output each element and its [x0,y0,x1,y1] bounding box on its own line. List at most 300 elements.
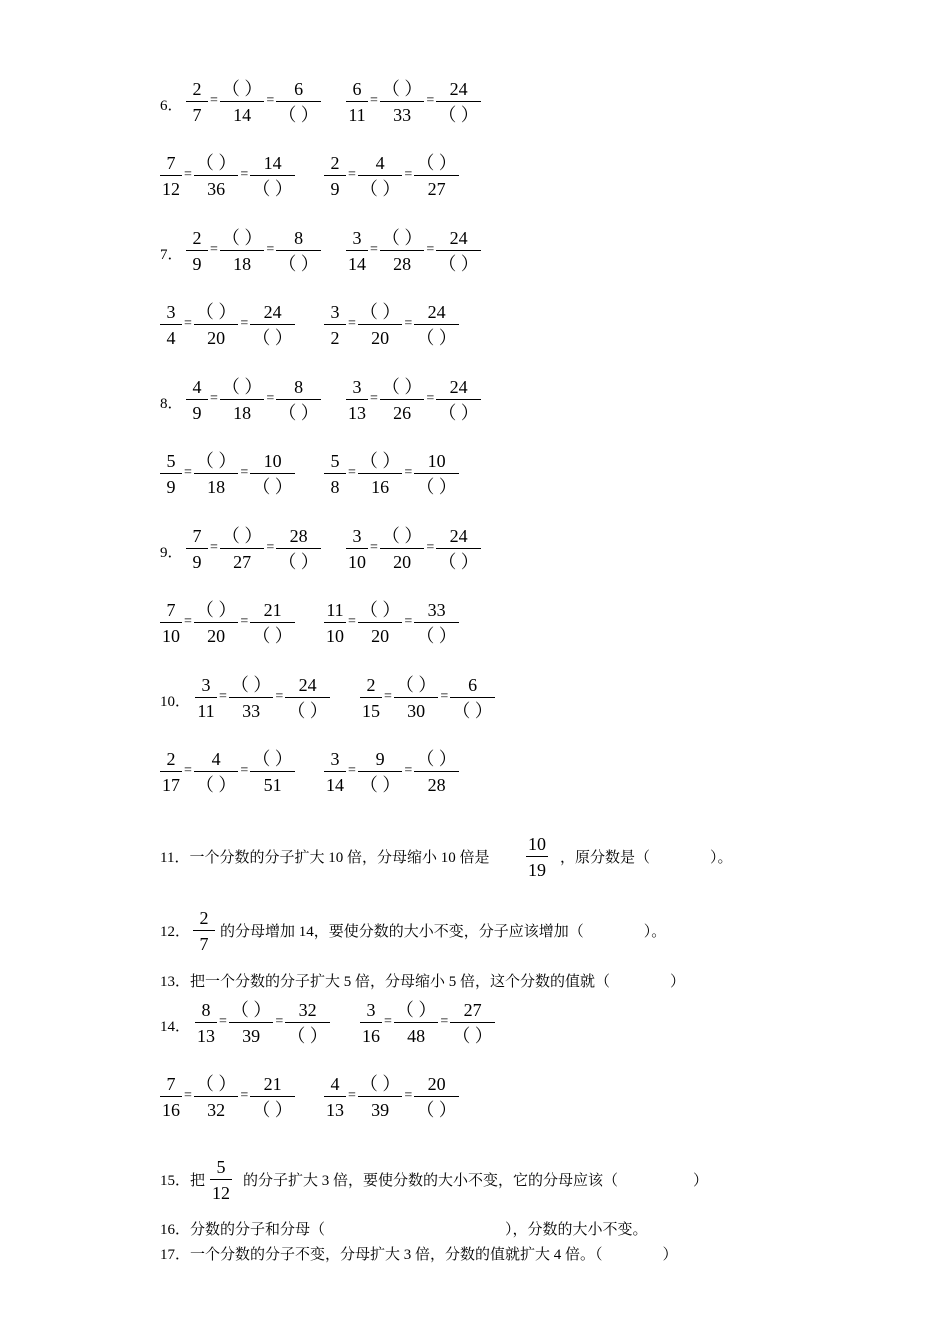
equation-row-right [360,1000,495,1046]
denominator: 16 [371,477,390,497]
denominator[interactable]: （ ） [252,626,293,646]
numerator[interactable]: （ ） [380,227,425,251]
denominator[interactable]: （ ） [438,403,479,423]
fraction [394,999,439,1047]
fraction [346,227,368,275]
denominator[interactable]: （ ） [438,552,479,572]
equals-sign: = [370,242,378,257]
equation-row-right [346,526,481,572]
equals-sign: = [184,614,192,629]
equals-sign: = [370,391,378,406]
fraction [414,301,459,349]
numerator: 7 [186,525,208,549]
numerator: 3 [324,748,346,772]
fraction [358,748,403,796]
fraction [436,376,481,424]
numerator: 2 [360,674,382,698]
equals-sign: = [275,689,284,704]
equation-row-left [186,228,321,274]
left-equation [186,78,321,126]
fraction [276,227,321,275]
numerator: 24 [414,301,459,325]
denominator[interactable]: （ ） [278,403,319,423]
denominator: 18 [207,477,226,497]
left-equation [186,227,321,275]
q13 [160,972,685,992]
numerator: 6 [276,78,321,102]
equals-sign: = [404,614,413,629]
left-equation [160,1073,295,1121]
fraction [358,1073,403,1121]
equation-row-right [324,749,459,795]
denominator[interactable]: （ ） [252,179,293,199]
fraction [346,525,368,573]
q15-label: 15． [160,1173,191,1189]
equals-sign: = [240,614,249,629]
fraction [220,78,265,126]
equation-row-left [160,451,295,497]
numerator: 4 [358,152,403,176]
fraction [324,748,346,796]
denominator[interactable]: （ ） [359,775,401,795]
left-equation [186,525,321,573]
equals-sign: = [210,540,218,555]
fraction [276,376,321,424]
equation-row-right [324,600,459,646]
equation-row-left [186,79,321,125]
equation-row-left [160,153,295,199]
numerator: 2 [186,78,208,102]
numerator: 3 [360,999,382,1023]
equals-sign: = [348,167,356,182]
denominator: 39 [242,1026,261,1046]
equals-sign: = [370,540,378,555]
fraction [360,674,382,722]
fraction [436,525,481,573]
problem-label: 14． [160,1019,191,1035]
numerator[interactable]: （ ） [229,674,274,698]
fraction [220,376,265,424]
fraction [394,674,439,722]
fraction [160,748,182,796]
numerator[interactable]: （ ） [194,450,239,474]
q11-denominator: 19 [528,860,546,880]
right-equation [346,227,481,275]
denominator[interactable]: （ ） [252,328,293,348]
fraction [194,450,239,498]
equals-sign: = [219,689,227,704]
fraction [324,301,346,349]
fraction [276,78,321,126]
right-equation [346,525,481,573]
equals-sign: = [240,763,249,778]
numerator: 7 [160,1073,182,1097]
numerator: 5 [160,450,182,474]
equation-row-left [160,1074,295,1120]
denominator: 32 [207,1100,226,1120]
numerator: 27 [450,999,495,1023]
equals-sign: = [184,1088,192,1103]
left-equation [195,674,330,722]
numerator[interactable]: （ ） [394,999,439,1023]
left-equation [186,376,321,424]
right-equation [346,78,481,126]
denominator[interactable]: （ ） [252,1100,293,1120]
fraction [285,999,330,1047]
denominator: 36 [207,179,226,199]
denominator: 11 [197,701,215,721]
q12-label: 12． [160,924,191,940]
denominator: 20 [207,626,226,646]
q17-text: 一个分数的分子不变，分母扩大 3 倍，分数的值就扩大 4 倍。（ ） [190,1247,678,1263]
denominator: 8 [330,477,340,497]
numerator[interactable]: （ ） [250,748,295,772]
equals-sign: = [240,316,249,331]
left-equation [160,450,295,498]
equals-sign: = [348,1088,356,1103]
equals-sign: = [266,391,275,406]
fraction [194,599,239,647]
equals-sign: = [404,763,413,778]
denominator: 33 [393,105,412,125]
numerator[interactable]: （ ） [380,78,425,102]
fraction [414,1073,459,1121]
equals-sign: = [426,242,435,257]
problem-label: 9． [160,545,183,561]
denominator: 16 [362,1026,380,1046]
equals-sign: = [210,93,218,108]
denominator: 27 [427,179,446,199]
q11-label: 11． [160,850,190,866]
fraction [276,525,321,573]
numerator: 3 [195,674,217,698]
numerator: 4 [194,748,239,772]
numerator: 2 [324,152,346,176]
equals-sign: = [348,316,356,331]
numerator: 14 [250,152,295,176]
denominator: 28 [393,254,412,274]
numerator[interactable]: （ ） [194,152,239,176]
numerator: 10 [414,450,459,474]
equals-sign: = [348,763,356,778]
fraction [194,1073,239,1121]
equals-sign: = [210,242,218,257]
numerator: 24 [436,227,481,251]
q12-fraction [193,907,215,955]
right-equation [360,674,495,722]
q13-label: 13． [160,974,191,990]
numerator: 4 [186,376,208,400]
equals-sign: = [404,316,413,331]
fraction [194,152,239,200]
denominator[interactable]: （ ） [359,179,401,199]
fraction [380,525,425,573]
left-equation [160,748,295,796]
denominator[interactable]: （ ） [416,626,457,646]
fraction [358,450,403,498]
denominator: 9 [192,254,202,274]
q11-text1: 一个分数的分子扩大 10 倍，分母缩小 10 倍是 [189,850,490,866]
right-equation [324,301,459,349]
numerator: 6 [450,674,495,698]
numerator[interactable]: （ ） [380,376,425,400]
equals-sign: = [266,242,275,257]
equals-sign: = [440,1014,449,1029]
equals-sign: = [266,540,275,555]
fraction [414,599,459,647]
equals-sign: = [404,167,413,182]
denominator[interactable]: （ ） [195,775,237,795]
right-equation [324,450,459,498]
problem-label: 6． [160,98,183,114]
numerator[interactable]: （ ） [358,1073,403,1097]
q11 [160,848,489,868]
denominator: 12 [162,179,180,199]
denominator: 20 [207,328,226,348]
equation-row-left [186,377,321,423]
equation-row-right [324,153,459,199]
denominator[interactable]: （ ） [438,254,479,274]
numerator[interactable]: （ ） [358,599,403,623]
fraction [358,599,403,647]
fraction [324,1073,346,1121]
denominator: 16 [162,1100,180,1120]
numerator: 3 [160,301,182,325]
denominator[interactable]: （ ） [416,328,457,348]
fraction [195,999,217,1047]
numerator: 33 [414,599,459,623]
numerator: 3 [346,525,368,549]
left-equation [160,152,295,200]
problem-label: 8． [160,396,183,412]
right-equation [324,152,459,200]
equation-row-right [360,675,495,721]
numerator: 24 [285,674,330,698]
denominator: 30 [407,701,426,721]
fraction [220,227,265,275]
fraction [324,450,346,498]
fraction [186,525,208,573]
denominator: 9 [192,403,202,423]
fraction [229,674,274,722]
denominator: 13 [348,403,366,423]
fraction [346,78,368,126]
numerator: 21 [250,1073,295,1097]
equals-sign: = [426,540,435,555]
q15-numerator: 5 [210,1156,232,1180]
equals-sign: = [266,93,275,108]
fraction [360,999,382,1047]
denominator: 13 [197,1026,215,1046]
numerator[interactable]: （ ） [380,525,425,549]
equation-row-left [160,749,295,795]
fraction [414,748,459,796]
equals-sign: = [348,614,356,629]
numerator: 3 [346,227,368,251]
q11-fraction [526,833,548,881]
numerator: 7 [160,599,182,623]
fraction [450,674,495,722]
q13-text: 把一个分数的分子扩大 5 倍，分母缩小 5 倍，这个分数的值就（ ） [190,974,686,990]
right-equation [324,599,459,647]
equals-sign: = [184,763,192,778]
fraction [250,1073,295,1121]
numerator[interactable]: （ ） [194,301,239,325]
denominator: 2 [330,328,340,348]
equals-sign: = [440,689,449,704]
fraction [380,376,425,424]
numerator: 21 [250,599,295,623]
fraction [186,78,208,126]
equation-row-left [195,675,330,721]
numerator: 4 [324,1073,346,1097]
denominator: 20 [371,328,390,348]
fraction [195,674,217,722]
fraction [436,78,481,126]
q12-numerator: 2 [193,907,215,931]
denominator[interactable]: （ ） [287,701,328,721]
denominator: 26 [393,403,412,423]
fraction [160,152,182,200]
denominator: 14 [233,105,252,125]
denominator[interactable]: （ ） [252,477,293,497]
q15-text: 的分子扩大 3 倍，要使分数的大小不变，它的分母应该（ ） [243,1173,709,1189]
right-equation [360,999,495,1047]
fraction [380,78,425,126]
numerator: 20 [414,1073,459,1097]
denominator[interactable]: （ ） [287,1026,328,1046]
numerator: 9 [358,748,403,772]
fraction [194,748,239,796]
fraction [229,999,274,1047]
denominator: 13 [326,1100,344,1120]
numerator[interactable]: （ ） [358,301,403,325]
denominator: 17 [162,775,180,795]
fraction [450,999,495,1047]
q12-denominator: 7 [199,934,209,954]
q17 [160,1245,678,1265]
denominator: 28 [427,775,446,795]
equation-row-right [324,451,459,497]
numerator: 3 [324,301,346,325]
fraction [380,227,425,275]
left-equation [195,999,330,1047]
equation-row-left [160,302,295,348]
q15-fraction [210,1156,232,1204]
numerator[interactable]: （ ） [194,599,239,623]
numerator[interactable]: （ ） [229,999,274,1023]
equals-sign: = [404,1088,413,1103]
numerator[interactable]: （ ） [220,227,265,251]
denominator: 27 [233,552,252,572]
denominator[interactable]: （ ） [438,105,479,125]
equals-sign: = [426,93,435,108]
equals-sign: = [404,465,413,480]
denominator[interactable]: （ ） [278,105,319,125]
q17-label: 17． [160,1247,191,1263]
numerator: 24 [436,525,481,549]
denominator[interactable]: （ ） [416,1100,457,1120]
right-equation [324,748,459,796]
q16 [160,1220,648,1240]
numerator[interactable]: （ ） [414,152,459,176]
numerator[interactable]: （ ） [394,674,439,698]
q12-text: 的分母增加 14，要使分数的大小不变，分子应该增加（ ）。 [220,924,667,940]
equals-sign: = [184,465,192,480]
q11-numerator: 10 [526,833,548,857]
equals-sign: = [219,1014,227,1029]
denominator[interactable]: （ ） [278,254,319,274]
denominator[interactable]: （ ） [278,552,319,572]
q15 [160,1171,205,1191]
q16-text: 分数的分子和分母（ ），分数的大小不变。 [190,1222,648,1238]
fraction [194,301,239,349]
numerator: 8 [276,227,321,251]
fraction [346,376,368,424]
equals-sign: = [184,167,192,182]
numerator[interactable]: （ ） [220,525,265,549]
problem-label: 10． [160,694,191,710]
numerator: 2 [160,748,182,772]
numerator: 24 [250,301,295,325]
fraction [358,152,403,200]
numerator[interactable]: （ ） [220,376,265,400]
left-equation [160,301,295,349]
numerator: 3 [346,376,368,400]
denominator: 10 [348,552,366,572]
equals-sign: = [240,465,249,480]
numerator: 11 [324,599,346,623]
denominator: 15 [362,701,380,721]
denominator: 11 [348,105,366,125]
equals-sign: = [275,1014,284,1029]
equals-sign: = [348,465,356,480]
numerator: 2 [186,227,208,251]
denominator[interactable]: （ ） [452,701,493,721]
problem-label: 7． [160,247,183,263]
denominator: 4 [166,328,176,348]
numerator: 5 [324,450,346,474]
right-equation [324,1073,459,1121]
denominator: 10 [326,626,344,646]
right-equation [346,376,481,424]
equals-sign: = [384,1014,392,1029]
fraction [186,227,208,275]
fraction [160,1073,182,1121]
numerator[interactable]: （ ） [358,450,403,474]
numerator[interactable]: （ ） [194,1073,239,1097]
fraction [250,599,295,647]
numerator: 32 [285,999,330,1023]
equation-row-right [346,79,481,125]
q11-text2: ，原分数是（ ）。 [560,850,733,866]
fraction [324,152,346,200]
denominator: 51 [263,775,282,795]
numerator[interactable]: （ ） [414,748,459,772]
denominator: 9 [330,179,340,199]
denominator[interactable]: （ ） [452,1026,493,1046]
fraction [414,152,459,200]
numerator: 8 [195,999,217,1023]
equals-sign: = [210,391,218,406]
denominator[interactable]: （ ） [416,477,457,497]
denominator: 7 [192,105,202,125]
q16-label: 16． [160,1222,191,1238]
equation-row-left [195,1000,330,1046]
denominator: 18 [233,403,252,423]
numerator[interactable]: （ ） [220,78,265,102]
numerator: 10 [250,450,295,474]
